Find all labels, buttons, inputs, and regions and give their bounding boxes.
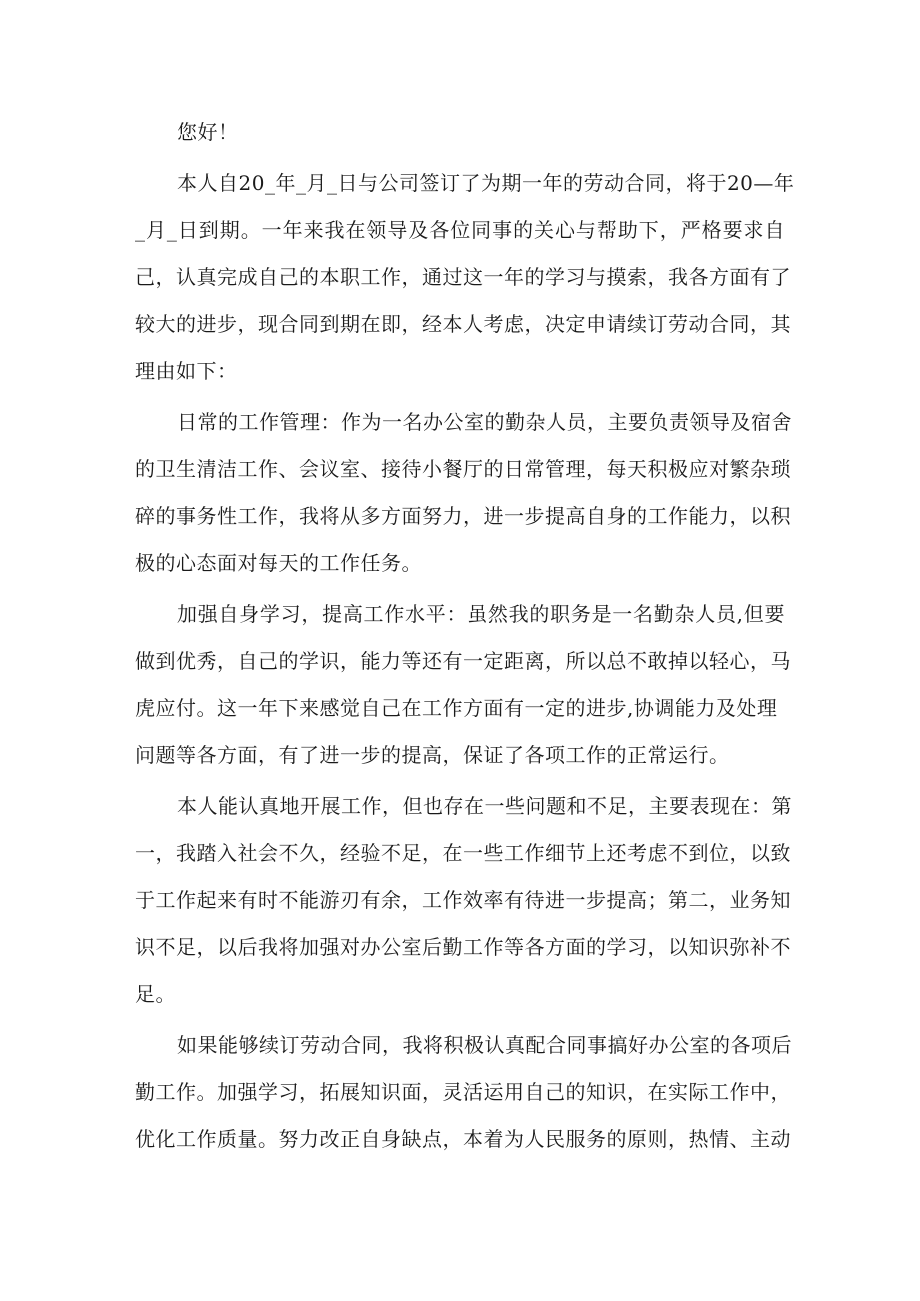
paragraph-3-line-1: 加强自身学习，提高工作水平：虽然我的职务是一名勤杂人员,但要 [177, 602, 785, 626]
paragraph-5-line-3: 优化工作质量。努力改正自身缺点，本着为人民服务的原则，热情、主动 [135, 1127, 791, 1151]
paragraph-3-line-2: 做到优秀，自己的学识，能力等还有一定距离，所以总不敢掉以轻心，马 [135, 649, 791, 673]
paragraph-2-line-3: 碎的事务性工作，我将从多方面努力，进一步提高自身的工作能力，以积 [135, 504, 791, 528]
paragraph-4-line-3: 于工作起来有时不能游刃有余，工作效率有待进一步提高；第二，业务知 [135, 888, 791, 912]
paragraph-1-line-1: 本人自20_年_月_日与公司签订了为期一年的劳动合同，将于20—年 [177, 171, 795, 195]
paragraph-1-line-5: 理由如下： [135, 359, 238, 383]
greeting: 您好！ [177, 120, 239, 144]
paragraph-1-line-4: 较大的进步，现合同到期在即，经本人考虑，决定申请续订劳动合同，其 [135, 312, 791, 336]
paragraph-3-line-3: 虎应付。这一年下来感觉自己在工作方面有一定的进步,协调能力及处理 [135, 696, 778, 720]
paragraph-2-line-1: 日常的工作管理：作为一名办公室的勤杂人员，主要负责领导及宿舍 [177, 410, 792, 434]
paragraph-4-line-5: 足。 [135, 982, 176, 1006]
paragraph-5-line-2: 勤工作。加强学习，拓展知识面，灵活运用自己的知识，在实际工作中， [135, 1080, 791, 1104]
paragraph-2-line-4: 极的心态面对每天的工作任务。 [135, 551, 422, 575]
paragraph-1-line-3: 己，认真完成自己的本职工作，通过这一年的学习与摸索，我各方面有了 [135, 265, 791, 289]
paragraph-4-line-4: 识不足，以后我将加强对办公室后勤工作等各方面的学习，以知识弥补不 [135, 935, 791, 959]
paragraph-2-line-2: 的卫生清洁工作、会议室、接待小餐厅的日常管理，每天积极应对繁杂琐 [135, 457, 791, 481]
paragraph-1-line-2: _月_日到期。一年来我在领导及各位同事的关心与帮助下，严格要求自 [135, 218, 785, 242]
paragraph-4-line-2: 一，我踏入社会不久，经验不足，在一些工作细节上还考虑不到位，以致 [135, 841, 791, 865]
paragraph-4-line-1: 本人能认真地开展工作，但也存在一些问题和不足，主要表现在：第 [177, 794, 792, 818]
paragraph-5-line-1: 如果能够续订劳动合同，我将积极认真配合同事搞好办公室的各项后 [177, 1033, 792, 1057]
paragraph-3-line-4: 问题等各方面，有了进一步的提高，保证了各项工作的正常运行。 [135, 743, 730, 767]
